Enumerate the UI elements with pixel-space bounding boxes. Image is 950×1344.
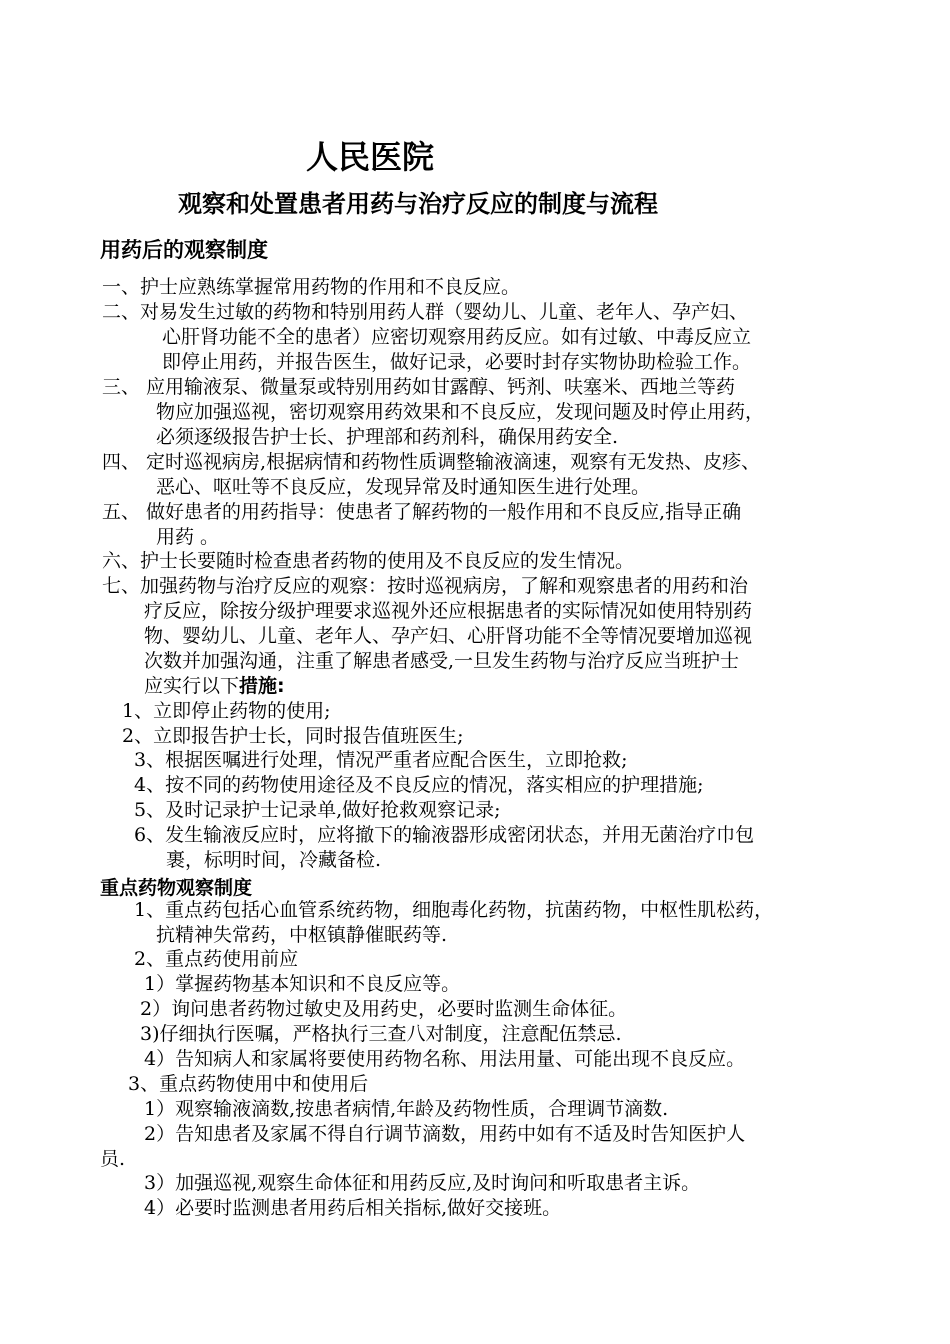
measures-bold: 措施: bbox=[239, 675, 285, 697]
text-line bbox=[144, 674, 285, 698]
text-line: 疗反应，除按分级护理要求巡视外还应根据患者的实际情况如使用特别药 bbox=[144, 600, 753, 622]
text-line: 6、发生输液反应时，应将撤下的输液器形成密闭状态，并用无菌治疗巾包 bbox=[134, 824, 755, 846]
section-heading-observation: 用药后的观察制度 bbox=[100, 238, 268, 262]
text-line: 恶心、呕吐等不良反应，发现异常及时通知医生进行处理。 bbox=[156, 476, 651, 498]
text-line: 4）必要时监测患者用药后相关指标,做好交接班。 bbox=[144, 1197, 562, 1219]
text-line: 3)仔细执行医嘱，严格执行三查八对制度，注意配伍禁忌. bbox=[140, 1023, 622, 1045]
text-line: 4）告知病人和家属将要使用药物名称、用法用量、可能出现不良反应。 bbox=[144, 1048, 746, 1070]
text-line: 2、重点药使用前应 bbox=[134, 948, 299, 970]
text-line: 次数并加强沟通，注重了解患者感受,一旦发生药物与治疗反应当班护士 bbox=[144, 650, 740, 672]
measures-intro: 应实行以下 bbox=[144, 675, 240, 697]
text-line: 3、根据医嘱进行处理，情况严重者应配合医生，立即抢救; bbox=[134, 749, 628, 771]
section-heading-key-drugs: 重点药物观察制度 bbox=[100, 877, 253, 899]
text-line: 3）加强巡视,观察生命体征和用药反应,及时询问和听取患者主诉。 bbox=[144, 1172, 701, 1194]
text-line: 即停止用药，并报告医生，做好记录，必要时封存实物协助检验工作。 bbox=[162, 351, 752, 373]
text-line: 5、及时记录护士记录单,做好抢救观察记录; bbox=[134, 799, 501, 821]
text-line: 4、按不同的药物使用途径及不良反应的情况，落实相应的护理措施; bbox=[134, 774, 704, 796]
text-line: 2、立即报告护士长，同时报告值班医生; bbox=[122, 725, 464, 747]
text-line: 抗精神失常药，中枢镇静催眠药等. bbox=[156, 924, 448, 946]
text-line: 必须逐级报告护士长、护理部和药剂科，确保用药安全. bbox=[156, 426, 619, 448]
text-line: 五、 做好患者的用药指导：使患者了解药物的一般作用和不良反应,指导正确 bbox=[102, 501, 742, 523]
text-line: 二、对易发生过敏的药物和特别用药人群（婴幼儿、儿童、老年人、孕产妇、 bbox=[102, 301, 749, 323]
text-line: 裹，标明时间，冷藏备检. bbox=[166, 849, 382, 871]
text-line: 七、加强药物与治疗反应的观察：按时巡视病房，了解和观察患者的用药和治 bbox=[102, 575, 749, 597]
text-line: 1）掌握药物基本知识和不良反应等。 bbox=[144, 973, 461, 995]
text-line: 物、婴幼儿、儿童、老年人、孕产妇、心肝肾功能不全等情况要增加巡视 bbox=[144, 625, 753, 647]
text-line: 2）告知患者及家属不得自行调节滴数，用药中如有不适及时告知医护人 bbox=[144, 1123, 746, 1145]
text-line: 一、护士应熟练掌握常用药物的作用和不良反应。 bbox=[102, 276, 521, 298]
text-line: 物应加强巡视，密切观察用药效果和不良反应，发现问题及时停止用药， bbox=[156, 401, 765, 423]
text-line: 1）观察输液滴数,按患者病情,年龄及药物性质，合理调节滴数. bbox=[144, 1098, 669, 1120]
document-title: 观察和处置患者用药与治疗反应的制度与流程 bbox=[178, 190, 658, 218]
text-line: 1、重点药包括心血管系统药物，细胞毒化药物，抗菌药物，中枢性肌松药， bbox=[134, 899, 774, 921]
hospital-name: 人民医院 bbox=[306, 138, 435, 176]
text-line: 用药 。 bbox=[156, 526, 220, 548]
text-line: 三、 应用输液泵、微量泵或特别用药如甘露醇、钙剂、呋塞米、西地兰等药 bbox=[102, 376, 736, 398]
text-line: 3、重点药物使用中和使用后 bbox=[128, 1073, 369, 1095]
text-line: 心肝肾功能不全的患者）应密切观察用药反应。如有过敏、中毒反应立 bbox=[162, 326, 752, 348]
text-line: 六、护士长要随时检查患者药物的使用及不良反应的发生情况。 bbox=[102, 550, 635, 572]
text-line: 四、 定时巡视病房,根据病情和药物性质调整输液滴速，观察有无发热、皮疹、 bbox=[102, 451, 761, 473]
text-line: 2）询问患者药物过敏史及用药史，必要时监测生命体征。 bbox=[140, 998, 628, 1020]
text-line: 1、立即停止药物的使用; bbox=[122, 700, 331, 722]
text-line: 员. bbox=[100, 1148, 126, 1170]
